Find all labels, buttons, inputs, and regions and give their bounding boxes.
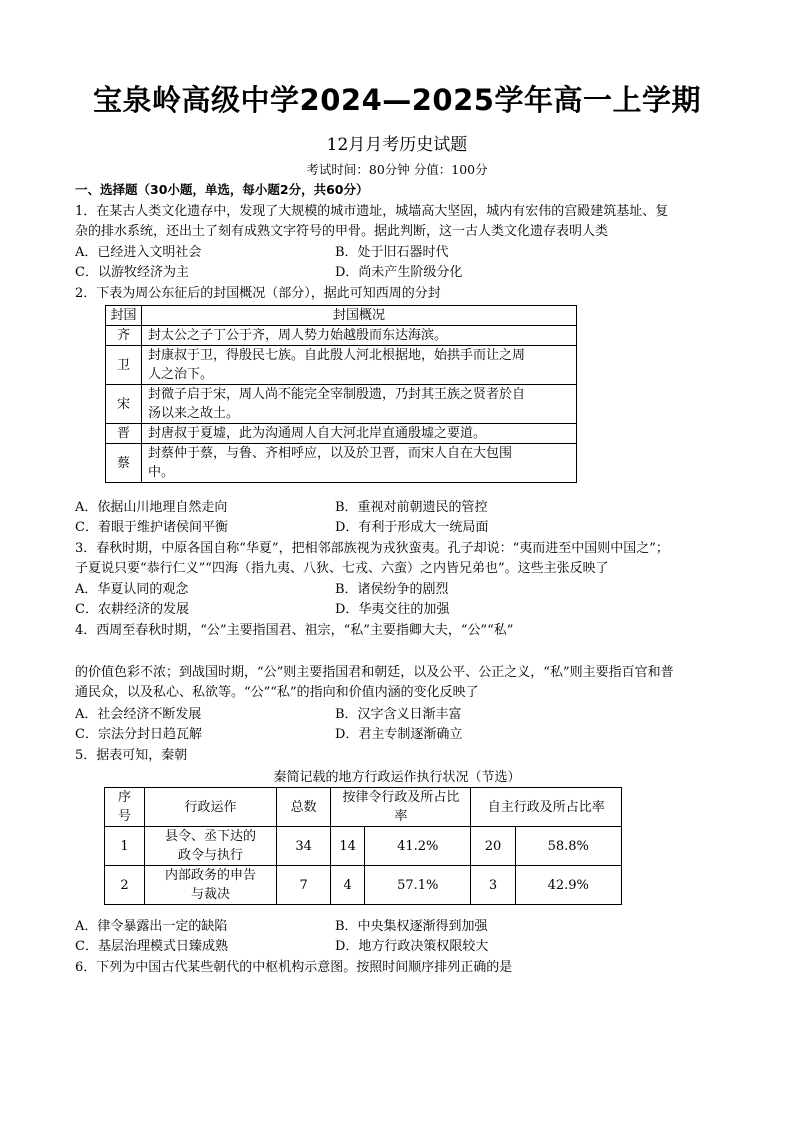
table-cell: 20 xyxy=(471,827,515,866)
table-row xyxy=(106,444,577,483)
table-cell: 42.9% xyxy=(515,866,622,905)
q4-stem-line: 通民众，以及私心、私欲等。“公”“私”的指向和价值内涵的变化反映了 xyxy=(75,685,479,700)
table-cell-line: 封蔡仲于蔡，与鲁、齐相呼应，以及於卫晋，而宋人自在大包围 xyxy=(147,446,512,461)
q3-option-c: C．农耕经济的发展 xyxy=(75,602,189,617)
table-row xyxy=(106,326,577,346)
table-cell-line: 封康叔于卫，得殷民七族。自此殷人河北根据地，始拱手而让之周 xyxy=(147,348,525,363)
table-cell: 3 xyxy=(471,866,515,905)
q6-stem: 6．下列为中国古代某些朝代的中枢机构示意图。按照时间顺序排列正确的是 xyxy=(75,960,513,975)
table-header-cell: 行政运作 xyxy=(144,788,276,827)
table-cell: 7 xyxy=(276,866,330,905)
q5-option-a: A．律令暴露出一定的缺陷 xyxy=(75,919,228,934)
table-header-cell: 封国概况 xyxy=(141,306,576,326)
table-cell-line: 县令、丞下达的 xyxy=(164,829,256,844)
q1-option-a: A．已经进入文明社会 xyxy=(75,245,202,260)
table-cell-state: 卫 xyxy=(106,346,142,385)
table-header-row xyxy=(106,306,577,326)
exam-subtitle: 12月月考历史试题 xyxy=(326,135,468,155)
table-cell: 57.1% xyxy=(365,866,471,905)
table-header-cell: 自主行政及所占比率 xyxy=(471,788,622,827)
q3-stem-line: 3．春秋时期，中原各国自称“华夏”，把相邻部族视为戎狄蛮夷。孔子却说：“夷而进至中国则中国之”； xyxy=(75,541,669,556)
table-cell-line: 人之治下。 xyxy=(147,367,213,382)
table-cell-desc xyxy=(141,346,576,385)
q4-stem-line: 4．西周至春秋时期，“公”主要指国君、祖宗，“私”主要指卿大夫，“公”“私” xyxy=(75,623,514,638)
table-row xyxy=(105,866,622,905)
table-header-cell xyxy=(331,788,471,827)
exam-info: 考试时间：80分钟 分值：100分 xyxy=(306,162,488,177)
q5-table-caption: 秦简记载的地方行政运作执行状况（节选） xyxy=(273,770,521,785)
fief-table xyxy=(105,305,577,483)
table-cell-line: 中。 xyxy=(147,465,174,480)
table-cell: 4 xyxy=(331,866,365,905)
table-cell: 41.2% xyxy=(365,827,471,866)
table-cell xyxy=(144,827,276,866)
q5-option-d: D．地方行政决策权限较大 xyxy=(335,939,489,954)
table-cell: 14 xyxy=(331,827,365,866)
q3-stem-line: 子夏说只要“恭行仁义”“四海（指九夷、八狄、七戎、六蛮）之内皆兄弟也”。这些主张反映了 xyxy=(75,561,609,576)
table-cell-desc xyxy=(141,424,576,444)
table-cell-state: 蔡 xyxy=(106,444,142,483)
table-header-cell xyxy=(105,788,145,827)
table-cell-line: 与裁决 xyxy=(190,887,230,902)
q3-option-b: B．诸侯纷争的剧烈 xyxy=(335,582,449,597)
q5-option-c: C．基层治理模式日臻成熟 xyxy=(75,939,228,954)
q1-option-c: C．以游牧经济为主 xyxy=(75,265,189,280)
table-cell-line: 封唐叔于夏墟，此为沟通周人自大河北岸直通殷墟之要道。 xyxy=(147,426,486,441)
q4-option-c: C．宗法分封日趋瓦解 xyxy=(75,727,202,742)
table-cell: 34 xyxy=(276,827,330,866)
q3-option-a: A．华夏认同的观念 xyxy=(75,582,189,597)
table-cell-line: 政令与执行 xyxy=(177,848,243,863)
q2-stem: 2．下表为周公东征后的封国概况（部分），据此可知西周的分封 xyxy=(75,286,441,301)
table-cell-line: 封太公之子丁公于齐，周人势力始越殷而东达海滨。 xyxy=(147,328,447,343)
qin-admin-table xyxy=(104,787,622,905)
table-row xyxy=(105,827,622,866)
table-cell-state: 晋 xyxy=(106,424,142,444)
table-cell-line: 汤以来之故土。 xyxy=(147,406,239,421)
table-cell-state: 齐 xyxy=(106,326,142,346)
table-cell-desc xyxy=(141,385,576,424)
table-row xyxy=(106,346,577,385)
table-row xyxy=(106,424,577,444)
q1-stem-line: 1．在某古人类文化遗存中，发现了大规模的城市遗址，城墙高大坚固，城内有宏伟的宫殿建筑基址、复 xyxy=(75,204,669,219)
q5-option-b: B．中央集权逐渐得到加强 xyxy=(335,919,488,934)
q1-option-d: D．尚未产生阶级分化 xyxy=(335,265,463,280)
table-cell: 2 xyxy=(105,866,145,905)
q3-option-d: D．华夷交往的加强 xyxy=(335,602,450,617)
table-cell-desc xyxy=(141,444,576,483)
table-cell-state: 宋 xyxy=(106,385,142,424)
q2-option-b: B．重视对前朝遗民的管控 xyxy=(335,500,488,515)
table-header-cell: 总数 xyxy=(276,788,330,827)
q4-option-a: A．社会经济不断发展 xyxy=(75,707,202,722)
table-cell-line: 内部政务的申告 xyxy=(164,868,256,883)
table-row xyxy=(106,385,577,424)
q4-stem-line: 的价值色彩不浓；到战国时期，“公”则主要指国君和朝廷，以及公平、公正之义，“私”则主要指百官和普 xyxy=(75,665,674,680)
table-cell: 1 xyxy=(105,827,145,866)
q2-option-a: A．依据山川地理自然走向 xyxy=(75,500,228,515)
table-cell: 58.8% xyxy=(515,827,622,866)
q1-stem-line: 杂的排水系统，还出土了刻有成熟文字符号的甲骨。据此判断，这一古人类文化遗存表明人类 xyxy=(75,224,609,239)
table-header-line: 率 xyxy=(394,809,408,824)
table-header-line: 按律令行政及所占比 xyxy=(342,790,460,805)
q1-option-b: B．处于旧石器时代 xyxy=(335,245,449,260)
q4-option-b: B．汉字含义日渐丰富 xyxy=(335,707,462,722)
table-cell-line: 封微子启于宋，周人尚不能完全宰制殷遗，乃封其王族之贤者於自 xyxy=(147,387,525,402)
q4-option-d: D．君主专制逐渐确立 xyxy=(335,727,463,742)
table-cell xyxy=(144,866,276,905)
table-cell-desc xyxy=(141,326,576,346)
table-header-line: 号 xyxy=(117,809,131,824)
section-heading: 一、选择题（30小题，单选，每小题2分，共60分） xyxy=(75,182,369,197)
q2-option-c: C．着眼于维护诸侯间平衡 xyxy=(75,520,228,535)
table-header-row xyxy=(105,788,622,827)
q5-stem: 5．据表可知，秦朝 xyxy=(75,748,188,763)
exam-title: 宝泉岭高级中学2024—2025学年高一上学期 xyxy=(93,83,701,117)
table-header-line: 序 xyxy=(117,790,131,805)
q2-option-d: D．有利于形成大一统局面 xyxy=(335,520,489,535)
table-header-cell: 封国 xyxy=(106,306,142,326)
